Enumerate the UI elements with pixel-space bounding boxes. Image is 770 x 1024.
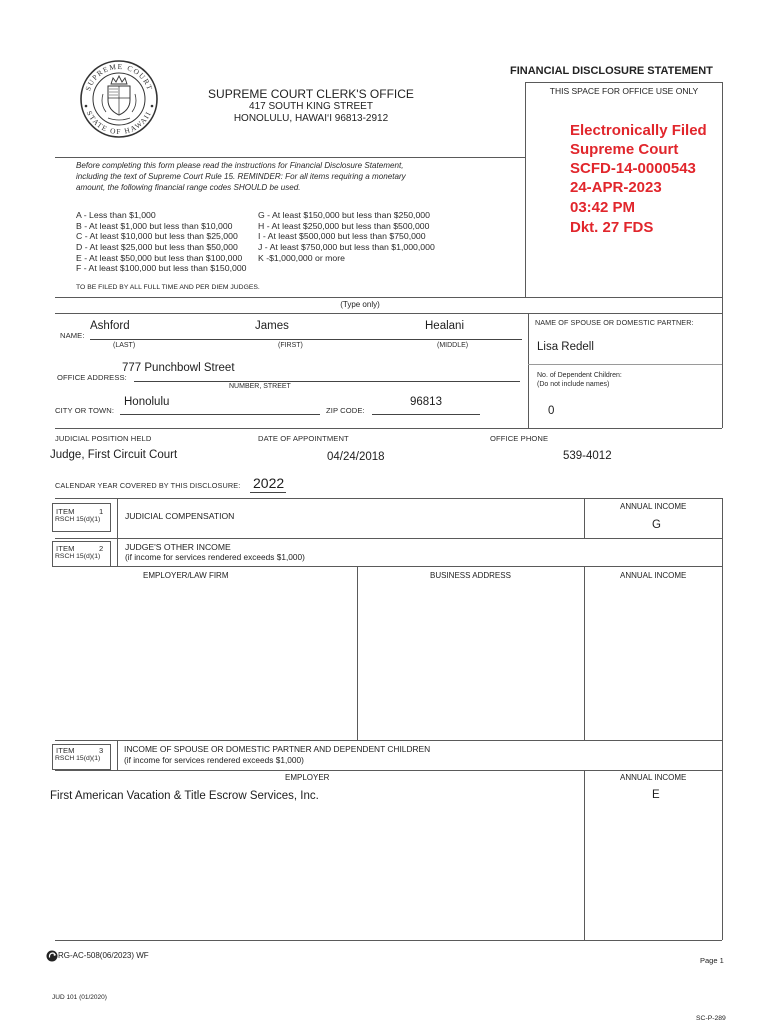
divider	[55, 566, 722, 567]
item-label: ITEM	[56, 507, 75, 516]
annual-income-code: G	[652, 519, 661, 531]
spouse-employer-value: First American Vacation & Title Escrow Services, Inc.	[50, 790, 319, 802]
range-code: E - At least $50,000 but less than $100,000	[76, 253, 243, 263]
appointment-label: DATE OF APPOINTMENT	[258, 434, 349, 443]
name-label: NAME:	[60, 331, 85, 340]
spouse-name-value: Lisa Redell	[537, 341, 594, 353]
instructions-line: Before completing this form please read the instructions for Financial Disclosure Statement,	[76, 161, 404, 170]
dependents-value: 0	[548, 405, 555, 417]
instructions-line: including the text of Supreme Court Rule 15. REMINDER: For all items requiring a monetary	[76, 172, 406, 181]
range-code: J - At least $750,000 but less than $1,000,000	[258, 242, 435, 252]
divider	[55, 498, 722, 499]
position-label: JUDICIAL POSITION HELD	[55, 434, 152, 443]
jud-code: JUD 101 (01/2020)	[52, 994, 107, 1001]
item-title: INCOME OF SPOUSE OR DOMESTIC PARTNER AND DEPENDENT CHILDREN	[124, 744, 431, 754]
divider	[55, 157, 525, 158]
item-title: JUDICIAL COMPENSATION	[125, 511, 235, 521]
supreme-court-seal-icon	[78, 54, 160, 144]
last-name-caption: (LAST)	[113, 342, 136, 349]
divider	[55, 297, 722, 298]
item-label: ITEM	[56, 544, 75, 553]
column-header: ANNUAL INCOME	[620, 773, 687, 782]
item-rule: RSCH 15(d)(1)	[55, 553, 101, 560]
item-rule: RSCH 15(d)(1)	[55, 516, 101, 523]
appointment-value: 04/24/2018	[327, 451, 385, 463]
divider	[584, 566, 585, 740]
divider	[584, 770, 585, 940]
item-note: (if income for services rendered exceeds $1,000)	[124, 755, 304, 765]
calendar-year-label: CALENDAR YEAR COVERED BY THIS DISCLOSURE:	[55, 481, 241, 490]
page-number: Page 1	[700, 956, 724, 965]
city-value: Honolulu	[124, 396, 170, 408]
phone-label: OFFICE PHONE	[490, 434, 549, 443]
divider	[357, 566, 358, 740]
middle-name-caption: (MIDDLE)	[437, 342, 469, 349]
clerk-office-name: SUPREME COURT CLERK'S OFFICE	[208, 87, 414, 101]
column-header: BUSINESS ADDRESS	[430, 571, 511, 580]
spouse-label: NAME OF SPOUSE OR DOMESTIC PARTNER:	[535, 318, 694, 327]
divider	[722, 297, 723, 428]
divider	[117, 538, 118, 566]
phone-value: 539-4012	[563, 450, 612, 462]
item-label: ITEM	[56, 746, 75, 755]
item-number: 2	[99, 544, 104, 553]
clerk-office-street: 417 SOUTH KING STREET	[249, 101, 373, 112]
item-title: JUDGE'S OTHER INCOME	[125, 542, 231, 552]
column-header: EMPLOYER	[285, 773, 330, 782]
address-underline	[134, 381, 520, 382]
office-use-label: THIS SPACE FOR OFFICE USE ONLY	[549, 86, 699, 96]
range-code: D - At least $25,000 but less than $50,000	[76, 242, 238, 252]
filing-stamp-line: Supreme Court	[570, 141, 679, 158]
zip-underline	[372, 414, 480, 415]
filing-stamp-line: Dkt. 27 FDS	[570, 219, 654, 236]
divider	[584, 498, 585, 538]
item-number: 1	[99, 507, 104, 516]
divider	[55, 940, 722, 941]
divider	[55, 428, 722, 429]
divider	[55, 770, 722, 771]
position-value: Judge, First Circuit Court	[50, 449, 178, 461]
range-code: K -$1,000,000 or more	[258, 253, 345, 263]
divider	[117, 740, 118, 770]
middle-name-value: Healani	[425, 320, 464, 332]
seal-bottom-text: STATE OF HAWAII	[84, 109, 154, 137]
office-address-caption: NUMBER, STREET	[229, 383, 291, 390]
first-name-caption: (FIRST)	[278, 342, 303, 349]
first-name-value: James	[255, 320, 289, 332]
city-label: CITY OR TOWN:	[55, 406, 115, 415]
dependents-note: (Do not include names)	[537, 381, 610, 388]
range-code: G - At least $150,000 but less than $250,000	[258, 210, 430, 220]
column-header: EMPLOYER/LAW FIRM	[143, 571, 229, 580]
last-name-value: Ashford	[90, 320, 130, 332]
form-code: RG-AC-508(06/2023) WF	[58, 951, 149, 960]
divider	[55, 313, 722, 314]
divider	[55, 538, 722, 539]
range-code: I - At least $500,000 but less than $750,000	[258, 231, 426, 241]
range-code: B - At least $1,000 but less than $10,000	[76, 221, 233, 231]
office-address-value: 777 Punchbowl Street	[122, 362, 235, 374]
zip-value: 96813	[410, 396, 442, 408]
filing-note: TO BE FILED BY ALL FULL TIME AND PER DIEM JUDGES.	[76, 284, 260, 291]
calendar-year-value: 2022	[253, 475, 285, 491]
form-logo-icon	[46, 950, 58, 962]
divider	[117, 498, 118, 538]
item-rule: RSCH 15(d)(1)	[55, 755, 101, 762]
range-code: A - Less than $1,000	[76, 210, 156, 220]
filing-stamp-line: 03:42 PM	[570, 199, 636, 216]
divider	[528, 313, 529, 428]
range-code: H - At least $250,000 but less than $500,000	[258, 221, 430, 231]
sc-code: SC-P-289	[696, 1015, 726, 1022]
range-code: C - At least $10,000 but less than $25,000	[76, 231, 238, 241]
annual-income-label: ANNUAL INCOME	[620, 502, 687, 511]
dependents-label: No. of Dependent Children:	[537, 372, 622, 379]
divider	[55, 740, 722, 741]
instructions-line: amount, the following financial range codes SHOULD be used.	[76, 183, 301, 192]
divider	[722, 498, 723, 940]
calendar-year-underline	[250, 492, 286, 493]
filing-stamp-line: SCFD-14-0000543	[570, 160, 696, 177]
type-only-note: (Type only)	[340, 300, 380, 309]
filing-stamp-line: 24-APR-2023	[570, 179, 662, 196]
name-underline	[90, 339, 522, 340]
office-address-label: OFFICE ADDRESS:	[57, 373, 127, 382]
form-title: FINANCIAL DISCLOSURE STATEMENT	[510, 65, 713, 77]
item-number: 3	[99, 746, 104, 755]
filing-stamp-line: Electronically Filed	[570, 122, 707, 139]
spouse-income-code: E	[652, 789, 660, 801]
clerk-office-city: HONOLULU, HAWAI‘I 96813-2912	[233, 113, 389, 124]
item-note: (if income for services rendered exceeds $1,000)	[125, 552, 305, 562]
seal-top-text: SUPREME COURT	[83, 61, 155, 93]
column-header: ANNUAL INCOME	[620, 571, 687, 580]
divider	[528, 364, 722, 365]
zip-label: ZIP CODE:	[326, 406, 365, 415]
range-code: F - At least $100,000 but less than $150,000	[76, 263, 247, 273]
city-underline	[120, 414, 320, 415]
